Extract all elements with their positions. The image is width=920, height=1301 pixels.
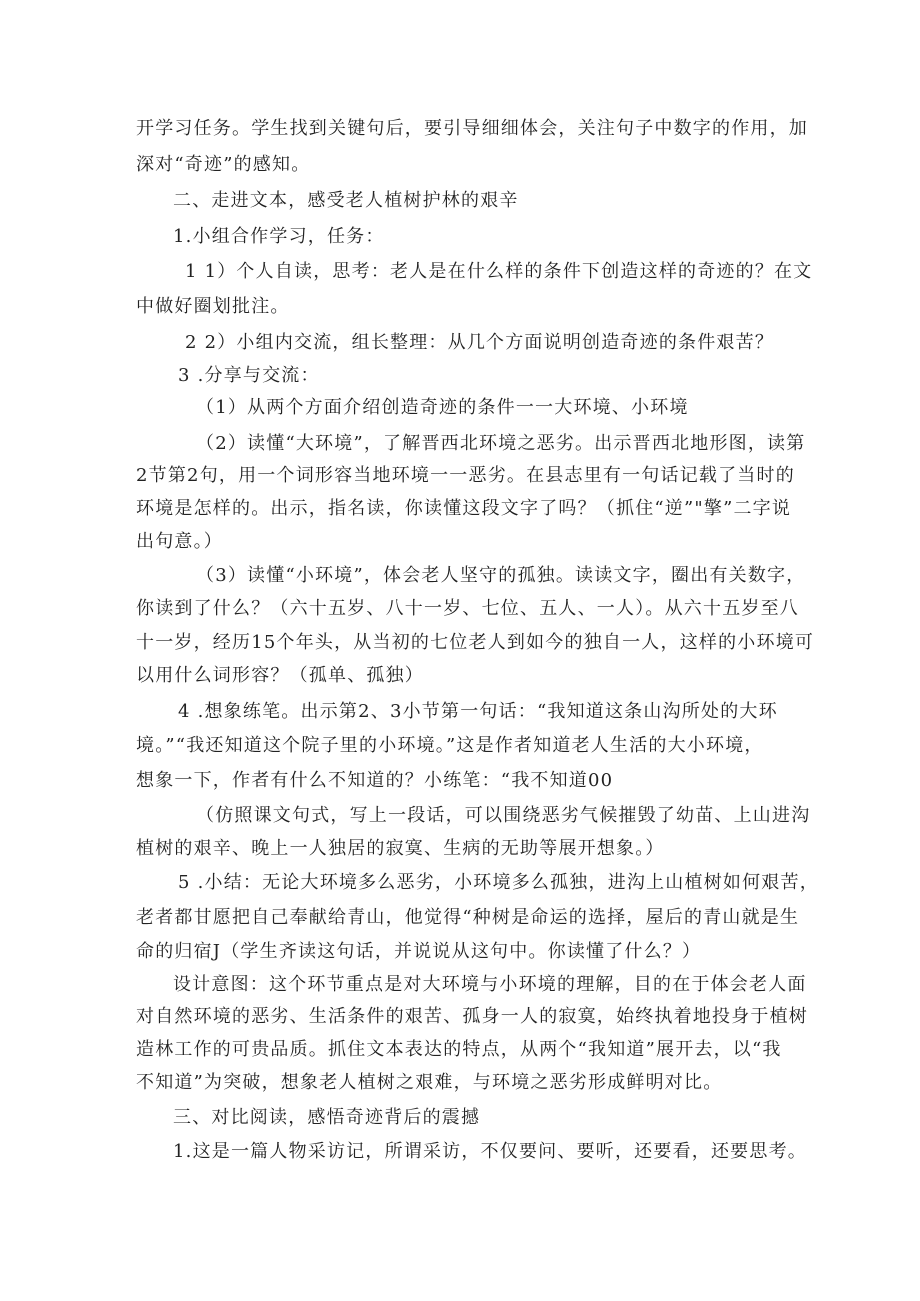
text-line-19: 境。”“我还知道这个院子里的小环境。”这是作者知道老人生活的大小环境， xyxy=(136,735,764,756)
text-line-21: （仿照课文句式，写上一段话，可以围绕恶劣气候摧毁了幼苗、上山进沟 xyxy=(196,805,811,826)
text-line-1: 开学习任务。学生找到关键句后，要引导细细体会，关注句子中数字的作用，加 xyxy=(136,118,808,139)
text-line-31: 1.这是一篇人物采访记，所谓采访，不仅要问、要听，还要看，还要思考。 xyxy=(173,1141,807,1162)
text-line-24: 老者都甘愿把自己奉献给青山，他觉得“种树是命运的选择，屋后的青山就是生 xyxy=(136,907,800,928)
text-line-23: 5 .小结：无论大环境多么恶劣，小环境多么孤独，进沟上山植树如何艰苦， xyxy=(178,872,819,893)
text-line-12: 环境是怎样的。出示，指名读，你读懂这段文字了吗？（抓住“逆”"擎”二字说 xyxy=(136,498,792,519)
text-line-6: 中做好圈划批注。 xyxy=(136,296,290,317)
text-line-29: 不知道”为突破，想象老人植树之艰难，与环境之恶劣形成鲜明对比。 xyxy=(136,1072,723,1093)
text-line-14: （3）读懂“小环境”，体会老人坚守的孤独。读读文字，圈出有关数字， xyxy=(196,565,806,586)
text-line-22: 植树的艰辛、晚上一人独居的寂寞、生病的无助等展开想象。） xyxy=(136,838,665,859)
text-line-27: 对自然环境的恶劣、生活条件的艰苦、孤身一人的寂寞，始终执着地投身于植树 xyxy=(136,1006,808,1027)
text-line-10: （2）读懂“大环境”，了解晋西北环境之恶劣。出示晋西北地形图，读第 xyxy=(196,433,806,454)
text-line-7: 2 2）小组内交流，组长整理：从几个方面说明创造奇迹的条件艰苦？ xyxy=(185,332,775,353)
text-line-11: 2节第2句，用一个词形容当地环境一一恶劣。在县志里有一句话记载了当时的 xyxy=(136,465,795,486)
text-line-18: 4 .想象练笔。出示第2、3小节第一句话：“我知道这条山沟所处的大环 xyxy=(178,701,778,722)
text-line-2: 深对“奇迹”的感知。 xyxy=(136,154,311,175)
text-line-16: 十一岁，经历15个年头，从当初的七位老人到如今的独自一人，这样的小环境可 xyxy=(136,632,815,653)
text-line-28: 造林工作的可贵品质。抓住文本表达的特点，从两个“我知道”展开去，以“我 xyxy=(136,1039,782,1060)
section-heading-3: 三、对比阅读，感悟奇迹背后的震撼 xyxy=(173,1107,481,1128)
text-line-20: 想象一下，作者有什么不知道的？小练笔：“我不知道00 xyxy=(136,770,614,791)
section-heading-2: 二、走进文本，感受老人植树护林的艰辛 xyxy=(173,190,519,211)
text-line-26: 设计意图：这个环节重点是对大环境与小环境的理解，目的在于体会老人面 xyxy=(173,974,807,995)
text-line-13: 出句意。） xyxy=(136,531,223,552)
text-line-5: 1 1）个人自读，思考：老人是在什么样的条件下创造这样的奇迹的？在文 xyxy=(185,261,813,282)
text-line-17: 以用什么词形容？（孤单、孤独） xyxy=(136,665,424,686)
text-line-4: 1.小组合作学习，任务： xyxy=(173,226,385,247)
text-line-25: 命的归宿J（学生齐读这句话，并说说从这句中。你读懂了什么？） xyxy=(136,941,702,962)
text-line-9: （1）从两个方面介绍创造奇迹的条件一一大环境、小环境 xyxy=(196,397,689,418)
text-line-8: 3 .分享与交流： xyxy=(178,365,320,386)
text-line-15: 你读到了什么？（六十五岁、八十一岁、七位、五人、一人）。从六十五岁至八 xyxy=(136,598,799,619)
